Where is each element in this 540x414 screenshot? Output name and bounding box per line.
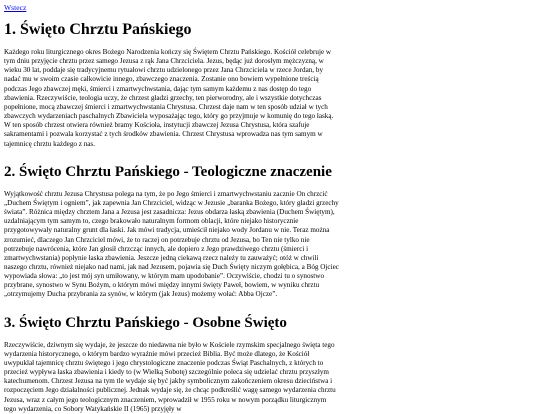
section-3 — [4, 314, 540, 414]
section-2-title: 2. Święto Chrztu Pańskiego - Teologiczne znaczenie — [4, 163, 332, 180]
section-3-title: 3. Święto Chrztu Pańskiego - Osobne Święto — [4, 314, 287, 331]
section-1-body: Każdego roku liturgicznego okres Bożego Narodzenia kończy się Świętem Chrztu Pańskiego. Kościół celebruje w tym dniu przyjęcie chrztu przez samego Jezusa z rąk Jana Chrzciciela. Jezus, będąc już dorosłym mężczyzną, w wieku 30 lat, poddaje się tradycyjnemu rytuałowi chrztu udzielonego przez Jana Chrzciciela w rzece Jordan, by nadać mu w swoim czasie całkowicie innego, zbawczego znaczenia. Zostanie ono bowiem wypełnione treścią podczas Jego zbawczej męki, śmierci i zmartwychwstania, dając tym samym każdemu z nas dostęp do tego zbawienia. Rzeczywiście, teologia uczy, że chrzest gładzi grzechy, ten pierworodny, ale i wszystkie dotychczas popełnione, mocą zbawczej śmierci i zmartwychwstania Chrystusa. Chrzest daje nam w ten sposób udział w tych zbawczych wydarzeniach paschalnych Zbawiciela wyposażając tego, który go przyjmuje w komunię do tego łaską. W ten sposób chrzest otwiera również bramy Kościoła, instytucji zbawczej Jezusa Chrystusa, która szafuje sakramentami i pozwala korzystać z tych środków zbawienia. Chrzest Chrystusa wprowadza nas tym samym w tajemnicę chrztu każdego z nas. — [4, 48, 334, 148]
section-2-body: Wyjątkowość chrztu Jezusa Chrystusa polega na tym, że po Jego śmierci i zmartwychwstaniu zacznie On chrzcić „Duchem Świętym i ogniem”, jak zapewnia Jan Chrzciciel, widząc w Jezusie „baranka Bożego, który gładzi grzechy świata”. Różnica między chrztem Jana a Jezusa jest zasadnicza: Jezus obdarza łaską zbawienia (Duchem Świętym), uzdalniającym tym samym to, czego brakowało naturalnym formom oblacji, które niejako historycznie przygotowywały naturalny grunt dla łaski. Jak mówi tradycja, umieścił niejako wody Jordanu w nie. Teraz można zrozumieć, dlaczego Jan Chrzciciel mówi, że to raczej on potrzebuje chrztu od Jezusa, bo Ten nie tylko nie potrzebuje nawrócenia, które Jan głosił chrzcząc innych, ale dopiero z Jego prawdziwego chrztu (śmierci i zmartwychwstania) popłynie łaska zbawienia. Jeszcze jedną ciekawą rzecz należy tu zauważyć; otóż w chwili naszego chrztu, również niejako nad nami, jak nad Jezusem, pojawia się Duch Święty niczym gołębica, a Bóg Ojciec wypowiada słowa: „to jest mój syn umiłowany, w którym mam upodobanie”. Oczywiście, chodzi tu o synostwo przybrane, synostwo w Synu Bożym, o którym mówi między innymi święty Paweł, bowiem, w wyniku chrztu „otrzymujemy Ducha przybrania za synów, w którym (jak Jezus) możemy wołać: Abba Ojcze”. — [4, 189, 339, 299]
section-2 — [4, 163, 540, 300]
section-3-body: Rzeczywiście, dziwnym się wydaje, że jeszcze do niedawna nie było w Kościele rzymskim specjalnego święta tego wydarzenia historycznego, o którym bardzo wyraźnie mówi przecież Biblia. Być może dlatego, że Kościół uwypuklał tajemnicę chrztu świętego i jego chrystologiczne znaczenie podczas Świąt Paschalnych, z których to przecież wypływa łaska zbawienia i kiedy to (w Wielką Sobotę) szczególnie poleca się udzielać chrztu przyszłym katechumenom. Chrzest Jezusa na tym tle wydaje się być jakby symbolicznym zakończeniem okresu dzieciństwa i rozpoczęciem Jego działalności publicznej. Jednak wydaje się, że chcąc podkreślić wagę samego wydarzenia chrztu Jezusa, wraz z całym jego teologicznym znaczeniem, wprowadził w 1955 roku w nowym porządku liturgicznym tego wydarzenia, co Sobory Watykańskie II (1965) przyjęły w — [4, 340, 336, 413]
section-1-title: 1. Święto Chrztu Pańskiego — [4, 21, 192, 38]
section-1 — [4, 21, 540, 149]
back-link[interactable]: Wstecz — [4, 3, 27, 12]
